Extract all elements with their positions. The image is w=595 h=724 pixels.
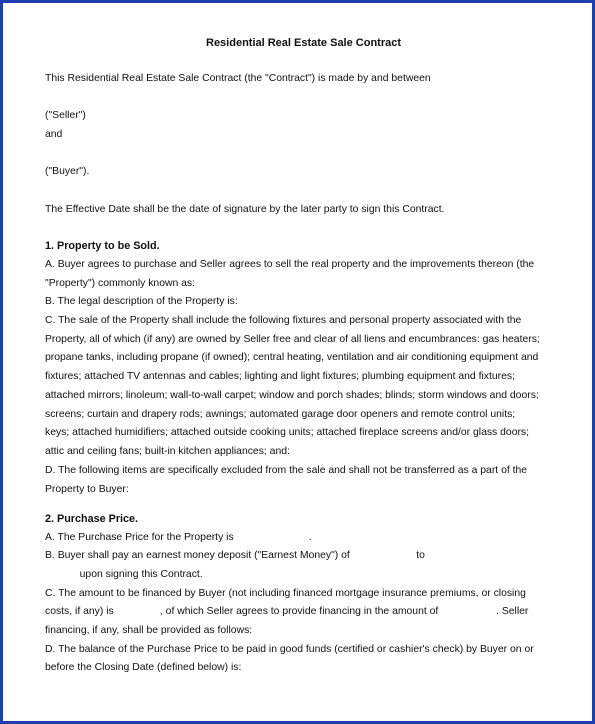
section1-line: attached mirrors; linoleum; wall-to-wall carpet; window and porch shades; blinds; storm windows and doors; — [45, 390, 539, 401]
effective-date-text: The Effective Date shall be the date of signature by the later party to sign this Contract. — [45, 204, 445, 215]
section2-line: before the Closing Date (defined below) is: — [45, 662, 242, 673]
section2-line: C. The amount to be financed by Buyer (not including financed mortgage insurance premiums, or closing — [45, 588, 526, 599]
section2-heading: 2. Purchase Price. — [45, 513, 139, 525]
section1-heading: 1. Property to be Sold. — [45, 240, 160, 252]
contract-title: Residential Real Estate Sale Contract — [206, 37, 402, 49]
section1-line: propane tanks, including propane (if owned); central heating, ventilation and air conditioning equipment and — [45, 352, 539, 363]
section1-line: D. The following items are specifically excluded from the sale and shall not be transferred as a part of the — [45, 465, 528, 476]
financing-amount-line: costs, if any) is , of which Seller agrees to provide financing in the amount of . Seller — [45, 606, 529, 617]
section1-line: fixtures; attached TV antennas and cables; lighting and light fixtures; plumbing equipment and fixtures; — [45, 371, 515, 382]
buyer-label: ("Buyer"). — [45, 166, 90, 177]
section1-line: C. The sale of the Property shall include the following fixtures and personal property associated with the — [45, 315, 522, 326]
intro-text: This Residential Real Estate Sale Contract (the "Contract") is made by and between — [45, 73, 431, 84]
section1-line: Property, all of which (if any) are owned by Seller free and clear of all liens and encumbrances: gas heaters; — [45, 334, 540, 345]
purchase-price-line: A. The Purchase Price for the Property is . — [45, 532, 312, 543]
section2-line: upon signing this Contract. — [45, 569, 203, 580]
earnest-money-line: B. Buyer shall pay an earnest money deposit ("Earnest Money") of to — [45, 550, 425, 561]
section1-line: keys; attached humidifiers; attached outside cooking units; attached fireplace screens and/or glass doors; — [45, 427, 530, 438]
section1-line: A. Buyer agrees to purchase and Seller agrees to sell the real property and the improvements thereon (the — [45, 259, 535, 270]
and-word: and — [45, 129, 63, 140]
section2-line: D. The balance of the Purchase Price to be paid in good funds (certified or cashier's check) by Buyer on or — [45, 644, 534, 655]
section1-line: screens; curtain and drapery rods; awnings; automated garage door openers and remote control units; — [45, 409, 516, 420]
seller-label: ("Seller") — [45, 110, 86, 121]
section1-line: B. The legal description of the Property is: — [45, 296, 238, 307]
section1-line: attic and ceiling fans; built-in kitchen appliances; and: — [45, 446, 290, 457]
section1-line: Property to Buyer: — [45, 484, 129, 495]
section1-line: "Property") commonly known as: — [45, 278, 196, 289]
section2-line: financing, if any, shall be provided as follows: — [45, 625, 253, 636]
